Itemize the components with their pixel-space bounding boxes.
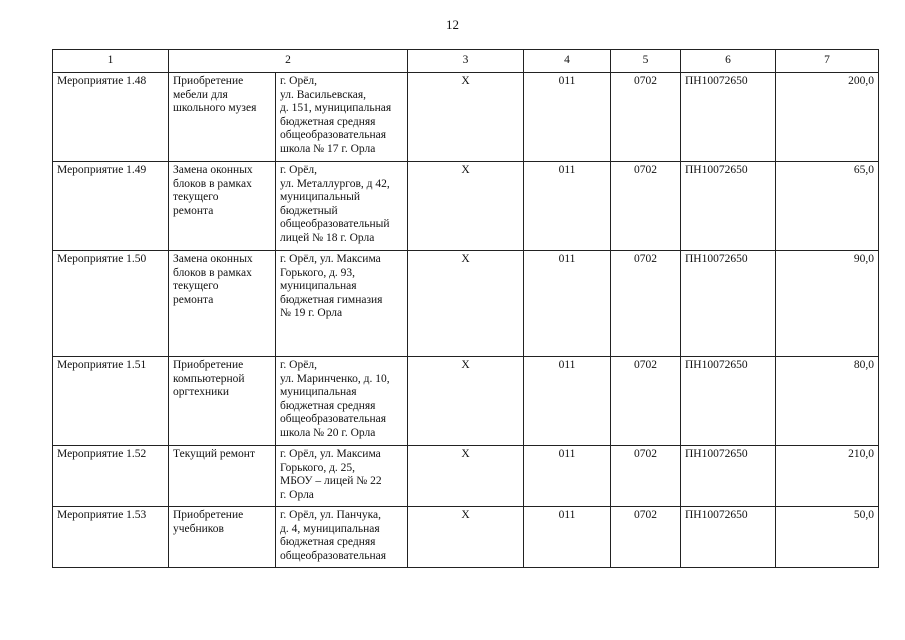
table-row (53, 357, 879, 446)
measure-address: г. Орёл, ул. Металлургов, д 42, муниципальный бюджетный общеобразовательный лицей № 18 г. Орла (276, 162, 408, 251)
column-6-cell: ПН10072650 (681, 357, 776, 446)
column-6-cell: ПН10072650 (681, 73, 776, 162)
column-6-cell: ПН10072650 (681, 162, 776, 251)
column-4-cell: 011 (524, 357, 611, 446)
measure-address: г. Орёл, ул. Маринченко, д. 10, муниципальная бюджетная средняя общеобразовательная школа № 20 г. Орла (276, 357, 408, 446)
column-3-cell: Х (408, 507, 524, 568)
amount-cell: 50,0 (776, 507, 879, 568)
measure-name: Текущий ремонт (169, 446, 276, 507)
amount-cell: 200,0 (776, 73, 879, 162)
measure-id: Мероприятие 1.49 (53, 162, 169, 251)
column-5-cell: 0702 (611, 507, 681, 568)
column-4-cell: 011 (524, 507, 611, 568)
measure-id: Мероприятие 1.50 (53, 251, 169, 357)
column-4-cell: 011 (524, 251, 611, 357)
amount-cell: 210,0 (776, 446, 879, 507)
column-6-cell: ПН10072650 (681, 507, 776, 568)
budget-table (52, 49, 879, 568)
column-4-cell: 011 (524, 446, 611, 507)
column-6-cell: ПН10072650 (681, 446, 776, 507)
measure-id: Мероприятие 1.48 (53, 73, 169, 162)
measure-id: Мероприятие 1.51 (53, 357, 169, 446)
table-row (53, 251, 879, 357)
measure-id: Мероприятие 1.53 (53, 507, 169, 568)
table-row (53, 446, 879, 507)
measure-name: Замена оконных блоков в рамках текущего ремонта (169, 162, 276, 251)
column-5-cell: 0702 (611, 73, 681, 162)
measure-address: г. Орёл, ул. Максима Горького, д. 93, муниципальная бюджетная гимназия № 19 г. Орла (276, 251, 408, 357)
header-cell-5: 5 (611, 50, 681, 73)
measure-address: г. Орёл, ул. Васильевская, д. 151, муниципальная бюджетная средняя общеобразовательная школа № 17 г. Орла (276, 73, 408, 162)
page-number: 12 (446, 17, 459, 32)
column-5-cell: 0702 (611, 162, 681, 251)
column-5-cell: 0702 (611, 446, 681, 507)
column-3-cell: Х (408, 446, 524, 507)
measure-name: Приобретение мебели для школьного музея (169, 73, 276, 162)
table-row (53, 162, 879, 251)
header-cell-7: 7 (776, 50, 879, 73)
measure-name: Замена оконных блоков в рамках текущего ремонта (169, 251, 276, 357)
amount-cell: 90,0 (776, 251, 879, 357)
column-5-cell: 0702 (611, 251, 681, 357)
column-4-cell: 011 (524, 73, 611, 162)
measure-name: Приобретение учебников (169, 507, 276, 568)
header-cell-6: 6 (681, 50, 776, 73)
column-3-cell: Х (408, 251, 524, 357)
column-6-cell: ПН10072650 (681, 251, 776, 357)
column-4-cell: 011 (524, 162, 611, 251)
amount-cell: 80,0 (776, 357, 879, 446)
table-row (53, 73, 879, 162)
header-cell-4: 4 (524, 50, 611, 73)
column-3-cell: Х (408, 162, 524, 251)
measure-name: Приобретение компьютерной оргтехники (169, 357, 276, 446)
column-3-cell: Х (408, 73, 524, 162)
header-cell-2: 2 (169, 50, 408, 73)
column-3-cell: Х (408, 357, 524, 446)
table-row (53, 507, 879, 568)
measure-address: г. Орёл, ул. Панчука, д. 4, муниципальная бюджетная средняя общеобразовательная (276, 507, 408, 568)
header-cell-3: 3 (408, 50, 524, 73)
header-cell-1: 1 (53, 50, 169, 73)
measure-id: Мероприятие 1.52 (53, 446, 169, 507)
column-5-cell: 0702 (611, 357, 681, 446)
measure-address: г. Орёл, ул. Максима Горького, д. 25, МБОУ – лицей № 22 г. Орла (276, 446, 408, 507)
amount-cell: 65,0 (776, 162, 879, 251)
header-row (53, 50, 879, 73)
